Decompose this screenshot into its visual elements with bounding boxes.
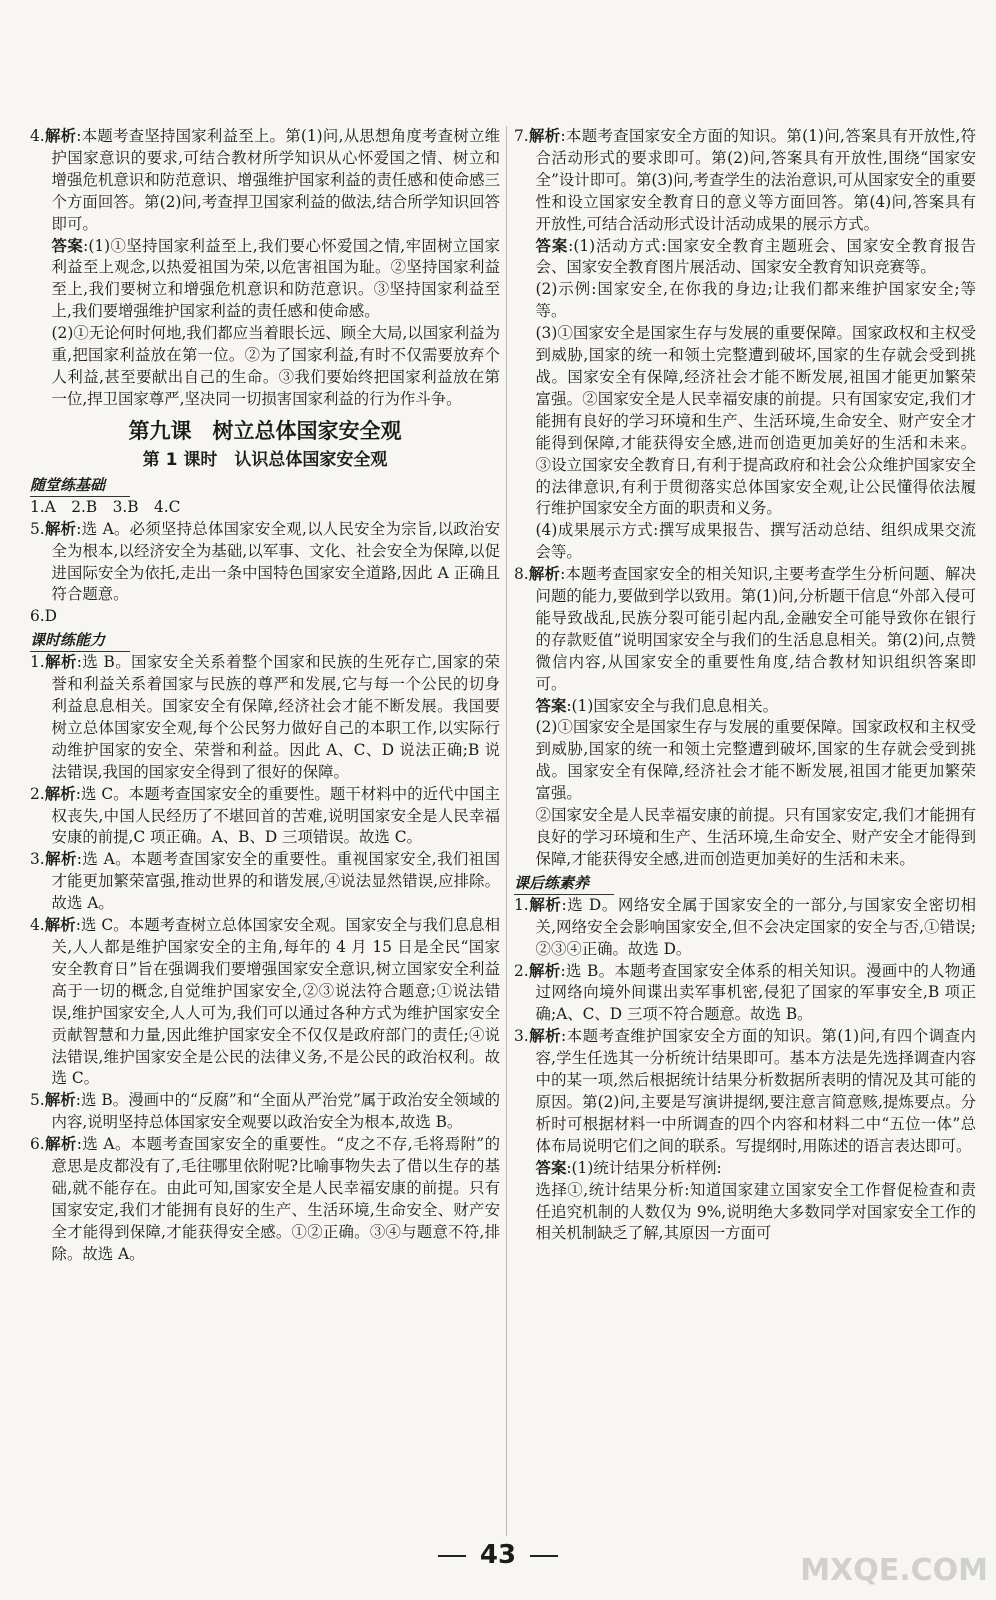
q8-analysis: 8.解析:本题考查国家安全的相关知识,主要考查学生分析问题、解决问题的能力,要做到学以致用。第(1)问,分析题干信息“外部入侵可能导致战乱,民族分裂可能引起内乱,金融安全可能导致你在银行的存款贬值”说明国家安全与我们的生活息息相关。第(2)问,点赞微信内容,从国家安全的重要性角度,结合教材知识组织答案即可。 xyxy=(514,565,976,693)
s1-q6: 6.D xyxy=(30,607,58,626)
q7-analysis: 7.解析:本题考查国家安全方面的知识。第(1)问,答案具有开放性,符合活动形式的要求即可。第(2)问,答案具有开放性,围绕“国家安全”设计即可。第(3)问,考查学生的法治意识,可从国家安全的重要性和设立国家安全教育日的意义等方面回答。第(4)问,答案具有开放性,可结合活动形式设计活动成果的展示方式。 xyxy=(514,127,976,233)
s3-item: 3.解析:本题考查维护国家安全方面的知识。第(1)问,有四个调查内容,学生任选其一分析统计结果即可。基本方法是先选择调查内容中的某一项,然后根据统计结果分析数据所表明的情况及其可能的原因。第(2)问,主要是写演讲提纲,要注意言简意赅,提炼要点。分析时可根据材料一中所调查的四个内容和材料二中“五位一体”总体布局说明它们之间的联系。写提纲时,用陈述的语言表达即可。 xyxy=(514,1027,976,1155)
s1-answers-1-4: 1.A 2.B 3.B 4.C xyxy=(30,497,181,516)
s3-answer-1: 答案:(1)统计结果分析样例: xyxy=(535,1158,722,1177)
q8-answer-1: 答案:(1)国家安全与我们息息相关。 xyxy=(535,696,779,715)
page-number: 43 xyxy=(0,1540,996,1570)
s3-item: 2.解析:选 B。本题考查国家安全体系的相关知识。漫画中的人物通过网络向境外间谍出卖军事机密,侵犯了国家的军事安全,B 项正确;A、C、D 三项不符合题意。故选 B。 xyxy=(514,961,976,1024)
s3-answer-2: 选择①,统计结果分析:知道国家建立国家安全工作督促检查和责任追究机制的人数仅为 9%,说明绝大多数同学对国家安全工作的相关机制缺乏了解,其原因一方面可 xyxy=(535,1180,976,1243)
q7-answer-3: (3)①国家安全是国家生存与发展的重要保障。国家政权和主权受到威胁,国家的统一和领土完整遭到破坏,国家的生存就会受到挑战。国家安全有保障,经济社会才能不断发展,祖国才能更加繁荣富强。②国家安全是人民幸福安康的前提。只有国家安定,我们才能拥有良好的学习环境和生产、生活环境,生命安全、财产安全才能得到保障,才能获得安全感,进而创造更加美好的生活和未来。③设立国家安全教育日,有利于提高政府和社会公众维护国家安全的法律意识,有利于贯彻落实总体国家安全观,让公民懂得依法履行维护国家安全方面的职责和义务。 xyxy=(535,324,976,518)
s1-q5: 5.解析:选 A。必须坚持总体国家安全观,以人民安全为宗旨,以政治安全为根本,以经济安全为基础,以军事、文化、社会安全为保障,以促进国际安全为依托,走出一条中国特色国家安全道路,因此 A 正确且符合题意。 xyxy=(30,519,500,604)
s2-item: 6.解析:选 A。本题考查国家安全的重要性。“皮之不存,毛将焉附”的意思是皮都没有了,毛往哪里依附呢?比喻事物失去了借以生存的基础,就不能存在。由此可知,国家安全是人民幸福安康的前提。只有国家安定,我们才能拥有良好的生产、生活环境,生命安全、财产安全才能得到保障,才能获得安全感。①②正确。③④与题意不符,排除。故选 A。 xyxy=(30,1135,500,1263)
q8-answer-3: ②国家安全是人民幸福安康的前提。只有国家安定,我们才能拥有良好的学习环境和生产、生活环境,生命安全、财产安全才能得到保障,才能获得安全感,进而创造更加美好的生活和未来。 xyxy=(535,806,976,868)
s2-item: 5.解析:选 B。漫画中的“反腐”和“全面从严治党”属于政治安全领域的内容,说明坚持总体国家安全观要以政治安全为根本,故选 B。 xyxy=(30,1091,500,1132)
q7-answer-1: 答案:(1)活动方式:国家安全教育主题班会、国家安全教育报告会、国家安全教育图片展活动、国家安全教育知识竞赛等。 xyxy=(535,236,976,277)
q7-answer-4: (4)成果展示方式:撰写成果报告、撰写活动总结、组织成果交流会等。 xyxy=(535,521,976,562)
section-heading-ability: 课时练能力 xyxy=(30,630,130,652)
period-title: 第 1 课时 认识总体国家安全观 xyxy=(142,449,388,470)
watermark-logo: MXQE.COM xyxy=(800,1553,988,1588)
s2-item: 3.解析:选 A。本题考查国家安全的重要性。重视国家安全,我们祖国才能更加繁荣富强,推动世界的和谐发展,④说法显然错误,应排除。故选 A。 xyxy=(30,850,500,913)
left-column xyxy=(30,126,500,1266)
s3-item: 1.解析:选 D。网络安全属于国家安全的一部分,与国家安全密切相关,网络安全会影响国家安全,但不会决定国家的安全与否,①错误;②③④正确。故选 D。 xyxy=(514,895,976,958)
section-heading-literacy: 课后练素养 xyxy=(514,873,614,895)
q4-answer-1: 答案:(1)①坚持国家利益至上,我们要心怀爱国之情,牢固树立国家利益至上观念,以热爱祖国为荣,以危害祖国为耻。②坚持国家利益至上,我们要树立和增强危机意识和防范意识。③坚持国家利益至上,我们要增强维护国家利益的责任感和使命感。 xyxy=(51,236,500,321)
q7-answer-2: (2)示例:国家安全,在你我的身边;让我们都来维护国家安全;等等。 xyxy=(535,280,976,321)
s2-item: 1.解析:选 B。国家安全关系着整个国家和民族的生死存亡,国家的荣誉和利益关系着国家与民族的尊严和发展,它与每一个公民的切身利益息息相关。国家安全有保障,经济社会才能不断发展。我国要树立总体国家安全观,每个公民努力做好自己的本职工作,以实际行动维护国家的安全、荣誉和利益。因此 A、C、D 说法正确;B 说法错误,我国的国家安全得到了很好的保障。 xyxy=(30,653,500,781)
q8-answer-2: (2)①国家安全是国家生存与发展的重要保障。国家政权和主权受到威胁,国家的统一和领土完整遭到破坏,国家的生存就会受到挑战。国家安全有保障,经济社会才能不断发展,祖国才能更加繁荣富强。 xyxy=(535,718,976,803)
q4-answer-2: (2)①无论何时何地,我们都应当着眼长远、顾全大局,以国家利益为重,把国家利益放在第一位。②为了国家利益,有时不仅需要放弃个人利益,甚至要献出自己的生命。③我们要始终把国家利益放在第一位,捍卫国家尊严,坚决同一切损害国家利益的行为作斗争。 xyxy=(51,324,500,408)
s3-list xyxy=(514,895,976,1158)
s2-item: 2.解析:选 C。本题考查国家安全的重要性。题干材料中的近代中国主权丧失,中国人民经历了不堪回首的苦难,说明国家安全是人民幸福安康的前提,C 项正确。A、B、D 三项错误。故选 C。 xyxy=(30,784,500,847)
column-divider xyxy=(506,126,507,1536)
lesson-title: 第九课 树立总体国家安全观 xyxy=(128,418,402,443)
s2-list xyxy=(30,652,500,1265)
section-heading-basic: 随堂练基础 xyxy=(30,475,130,497)
q4-analysis: 4.解析:本题考查坚持国家利益至上。第(1)问,从思想角度考查树立维护国家意识的要求,可结合教材所学知识从心怀爱国之情、树立和增强危机意识和防范意识、增强维护国家利益的责任感和使命感三个方面回答。第(2)问,考查捍卫国家利益的做法,结合所学知识回答即可。 xyxy=(30,127,500,233)
s2-item: 4.解析:选 C。本题考查树立总体国家安全观。国家安全与我们息息相关,人人都是维护国家安全的主角,每年的 4 月 15 日是全民“国家安全教育日”旨在强调我们要增强国家安全意识,树立国家安全利益高于一切的概念,自觉维护国家安全,②③说法符合题意;①说法错误,维护国家安全,人人可为,我们可以通过各种方式为维护国家安全贡献智慧和力量,因此维护国家安全不仅仅是政府部门的责任;④说法错误,维护国家安全是公民的法律义务,不是公民的政治权利。故选 C。 xyxy=(30,916,500,1088)
right-column xyxy=(514,126,976,1245)
